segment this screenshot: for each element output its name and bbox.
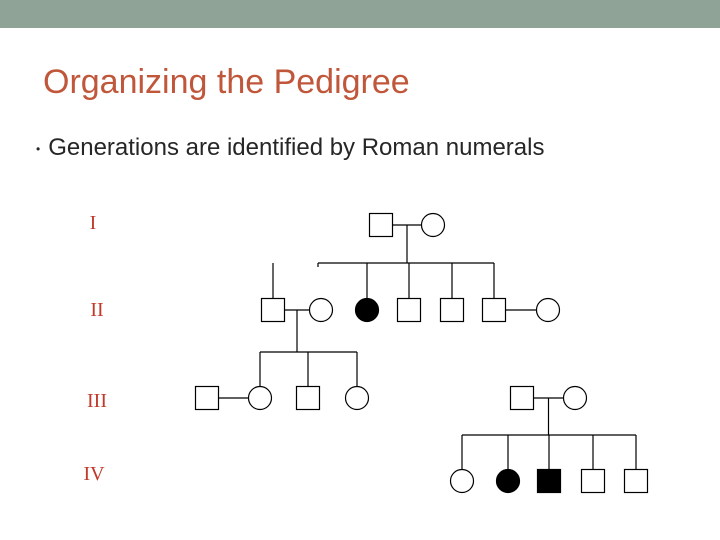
female-symbol (249, 387, 272, 410)
male-symbol (582, 470, 605, 493)
female-symbol (564, 387, 587, 410)
generation-label-iv: IV (83, 463, 105, 485)
female-symbol (346, 387, 369, 410)
female-symbol (422, 214, 445, 237)
bullet-dot-icon: • (36, 141, 41, 156)
female-symbol (451, 470, 474, 493)
male-symbol (196, 387, 219, 410)
male-symbol (511, 387, 534, 410)
male-symbol (297, 387, 320, 410)
bullet-text: Generations are identified by Roman numerals (48, 134, 545, 161)
male-symbol (441, 299, 464, 322)
female-affected-symbol (356, 299, 379, 322)
male-symbol (483, 299, 506, 322)
slide-title: Organizing the Pedigree (43, 63, 410, 101)
generation-label-iii: III (87, 390, 107, 412)
male-symbol (262, 299, 285, 322)
female-affected-symbol (497, 470, 520, 493)
male-symbol (625, 470, 648, 493)
male-symbol (370, 214, 393, 237)
female-symbol (310, 299, 333, 322)
male-symbol (398, 299, 421, 322)
generation-label-i: I (89, 212, 97, 234)
generation-label-ii: II (90, 299, 104, 321)
male-affected-symbol (538, 470, 561, 493)
female-symbol (537, 299, 560, 322)
